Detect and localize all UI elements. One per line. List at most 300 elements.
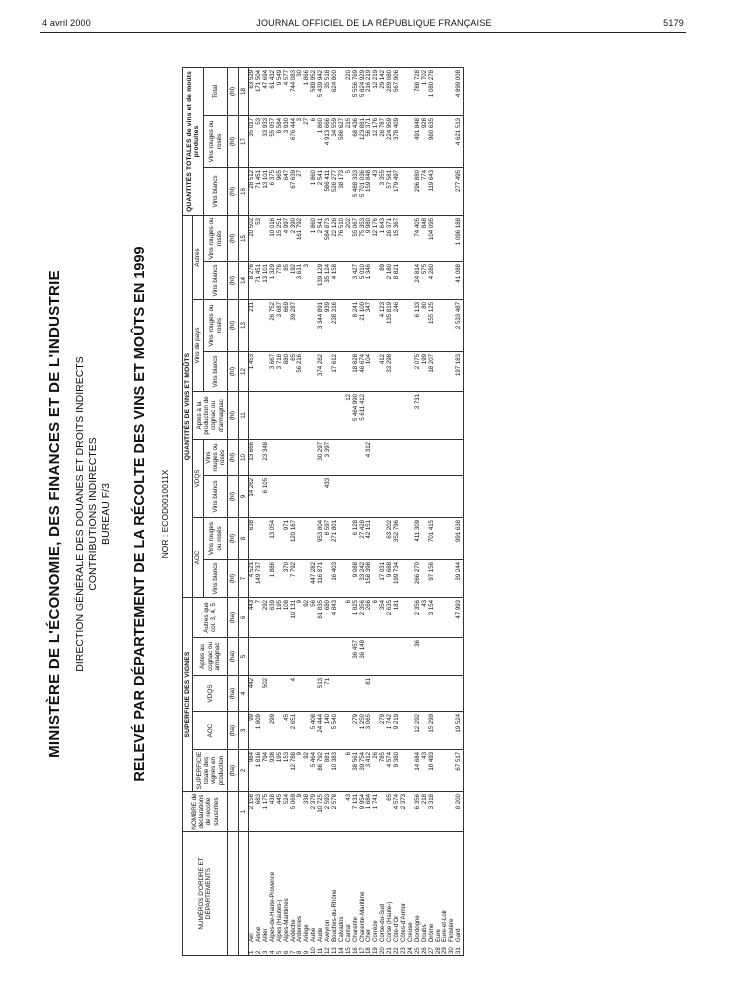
ministry-title: MINISTÈRE DE L'ÉCONOMIE, DES FINANCES ET DE L'INDUSTRIE — [46, 270, 63, 758]
value-cell: 502 — [263, 676, 270, 712]
value-cell — [401, 261, 408, 299]
value-cell: 354 — [380, 597, 387, 637]
value-cell: 7 — [256, 597, 263, 637]
row-number: 19 — [372, 947, 380, 954]
value-cell: 27 — [297, 167, 304, 215]
value-cell: 701 415 — [429, 517, 436, 559]
value-cell — [442, 167, 449, 215]
value-cell: 211 — [249, 299, 256, 351]
value-cell: 140 — [325, 712, 332, 750]
row-number: 8 — [296, 950, 304, 954]
value-cell — [408, 475, 415, 517]
row-number: 17 — [358, 947, 366, 954]
value-cell — [304, 517, 311, 559]
table-row — [346, 67, 353, 955]
value-cell: 13 054 — [270, 517, 277, 559]
value-cell — [436, 351, 443, 391]
department-name: Eure-et-Loir — [441, 909, 449, 942]
value-cell: 30 — [297, 67, 304, 115]
value-cell — [284, 439, 291, 475]
value-cell: 92 — [304, 597, 311, 637]
value-cell: 9 088 — [353, 559, 360, 597]
value-cell — [332, 475, 339, 517]
head-rouges: Vins rouges ou rosés — [203, 299, 228, 351]
col-number-cell: 16 — [238, 167, 248, 215]
value-cell — [339, 676, 346, 712]
value-cell: 67 517 — [456, 750, 463, 792]
table-row — [442, 67, 449, 955]
col-head-aptes-prod: Aptes à la production de cognac ou d'armagnac — [193, 391, 228, 439]
value-cell: 153 — [284, 750, 291, 792]
row-number: 30 — [448, 947, 456, 954]
rotated-page-content — [44, 64, 704, 964]
value-cell — [304, 391, 311, 439]
value-cell — [284, 391, 291, 439]
unit-cell: (ha) — [228, 638, 238, 676]
value-cell: 19 524 — [456, 712, 463, 750]
value-cell: 1 860 — [311, 215, 318, 261]
value-cell: 443 — [249, 597, 256, 637]
department-name: Cantal — [344, 924, 352, 942]
row-number: 6 — [282, 950, 290, 954]
dept-line: CONTRIBUTIONS INDIRECTES — [87, 437, 99, 591]
nor-reference: NOR : ECOD0010011X — [160, 469, 170, 559]
value-cell: 220 — [346, 67, 353, 115]
col-head-autres-sup: Autres que col. 3, 4, 5 — [193, 597, 228, 637]
value-cell: 15 367 — [394, 215, 401, 261]
value-cell: 9 688 — [387, 559, 394, 597]
value-cell: 92 — [304, 750, 311, 792]
department-name: Cher — [365, 928, 373, 942]
value-cell: 27 428 — [360, 517, 367, 559]
unit-cell: (ha) — [228, 750, 238, 792]
value-cell — [297, 299, 304, 351]
value-cell — [401, 676, 408, 712]
value-cell: 965 — [277, 167, 284, 215]
value-cell — [449, 475, 456, 517]
department-name: Corse (Haute-) — [386, 901, 394, 942]
row-number: 23 — [400, 947, 408, 954]
value-cell: 139 129 — [318, 261, 325, 299]
col-head-autres-q: Autres — [193, 215, 203, 299]
value-cell: 17 031 — [380, 559, 387, 597]
value-cell — [311, 475, 318, 517]
value-cell: 971 — [284, 517, 291, 559]
value-cell: 81 — [366, 676, 373, 712]
value-cell: 3 631 — [297, 261, 304, 299]
col-number-cell: 4 — [238, 676, 248, 712]
value-cell: 67 639 — [291, 167, 298, 215]
value-cell: 12 219 — [373, 67, 380, 115]
value-cell — [401, 115, 408, 167]
value-cell — [401, 597, 408, 637]
table-row — [332, 67, 339, 955]
value-cell — [436, 475, 443, 517]
value-cell: 12 176 — [373, 215, 380, 261]
unit-cell — [228, 792, 238, 832]
row-number: 24 — [406, 947, 414, 954]
value-cell: 3 718 — [277, 351, 284, 391]
department-cell — [456, 832, 463, 956]
value-cell: 794 — [263, 750, 270, 792]
value-cell: 3 412 — [366, 750, 373, 792]
value-cell: 75 353 — [360, 215, 367, 261]
value-cell: 71 451 — [256, 167, 263, 215]
value-cell: 1 860 — [311, 167, 318, 215]
value-cell: 624 800 — [332, 67, 339, 115]
value-cell: 5 464 — [311, 750, 318, 792]
row-number: 10 — [310, 947, 318, 954]
value-cell: 1 684 — [366, 792, 373, 832]
value-cell — [373, 676, 380, 712]
value-cell — [339, 638, 346, 676]
row-number: 5 — [275, 950, 283, 954]
value-cell — [339, 559, 346, 597]
value-cell: 85 — [284, 261, 291, 299]
value-cell — [436, 792, 443, 832]
value-cell: 1 741 — [373, 792, 380, 832]
value-cell: 2 356 — [360, 597, 367, 637]
value-cell — [401, 391, 408, 439]
value-cell — [373, 475, 380, 517]
value-cell — [366, 475, 373, 517]
table-row — [297, 67, 304, 955]
value-cell — [277, 391, 284, 439]
value-cell: 4 621 513 — [456, 115, 463, 167]
value-cell: 6 375 — [270, 167, 277, 215]
value-cell — [422, 638, 429, 676]
row-number: 25 — [413, 947, 421, 954]
value-cell: 33 242 — [360, 559, 367, 597]
col-number-cell: 14 — [238, 261, 248, 299]
value-cell: 8 584 — [277, 115, 284, 167]
value-cell: 6 — [346, 597, 353, 637]
header-row-colnums — [238, 67, 248, 955]
value-cell: 36 148 — [360, 638, 367, 676]
value-cell: 3 930 — [284, 115, 291, 167]
value-cell — [339, 351, 346, 391]
value-cell — [442, 792, 449, 832]
value-cell — [270, 676, 277, 712]
value-cell: 1 886 — [270, 559, 277, 597]
value-cell: 1 866 — [304, 67, 311, 115]
department-name: Aude — [317, 927, 325, 942]
row-number: 12 — [324, 947, 332, 954]
unit-cell: (hl) — [228, 261, 238, 299]
value-cell: 30 297 — [318, 439, 325, 475]
value-cell: 5 824 929 — [360, 67, 367, 115]
value-cell: 7 792 — [291, 559, 298, 597]
value-cell: 266 270 — [415, 559, 422, 597]
value-cell: 4 997 — [284, 215, 291, 261]
value-cell: 12 292 — [415, 712, 422, 750]
value-cell: 3 427 — [353, 261, 360, 299]
value-cell — [291, 475, 298, 517]
value-cell: 43 — [422, 750, 429, 792]
value-cell: 9 954 — [360, 792, 367, 832]
table-row — [436, 67, 443, 955]
value-cell — [339, 299, 346, 351]
value-cell — [456, 439, 463, 475]
value-cell: 2 635 — [387, 597, 394, 637]
value-cell: 9 549 — [277, 67, 284, 115]
value-cell: 53 — [256, 215, 263, 261]
value-cell: 2 578 — [332, 792, 339, 832]
row-number: 28 — [434, 947, 442, 954]
value-cell — [332, 676, 339, 712]
unit-cell: (hl) — [228, 351, 238, 391]
value-cell — [304, 475, 311, 517]
dept-line: BUREAU F/3 — [100, 483, 112, 545]
value-cell — [256, 351, 263, 391]
value-cell: 639 — [270, 597, 277, 637]
report-title: RELEVÉ PAR DÉPARTEMENT DE LA RÉCOLTE DES VINS ET MOÛTS EN 1999 — [132, 246, 148, 782]
row-number: 22 — [393, 947, 401, 954]
group-superficie: SUPERFICIE DES VIGNES — [183, 597, 193, 791]
value-cell — [429, 439, 436, 475]
value-cell — [277, 439, 284, 475]
value-cell — [297, 712, 304, 750]
head-rouges: Vins rouges ou rosés — [203, 517, 228, 559]
value-cell: 12 176 — [373, 115, 380, 167]
value-cell: 215 — [346, 115, 353, 167]
value-cell: 61 432 — [270, 67, 277, 115]
value-cell: 6 133 — [415, 299, 422, 351]
value-cell — [415, 475, 422, 517]
value-cell: 296 880 — [415, 167, 422, 215]
col-head-vins-pays: Vins de pays — [193, 299, 203, 391]
value-cell: 104 — [366, 351, 373, 391]
value-cell — [442, 215, 449, 261]
value-cell: 56 — [311, 597, 318, 637]
value-cell: 374 282 — [318, 351, 325, 391]
value-cell — [332, 638, 339, 676]
value-cell — [284, 638, 291, 676]
value-cell — [373, 638, 380, 676]
journal-name: JOURNAL OFFICIEL DE LA RÉPUBLIQUE FRANÇAISE — [256, 18, 492, 28]
value-cell: 4 158 — [332, 261, 339, 299]
table-row — [408, 67, 415, 955]
table-row — [373, 67, 380, 955]
col-number-cell — [238, 832, 248, 956]
value-cell: 676 444 — [291, 115, 298, 167]
department-name: Côtes-d'Armor — [400, 902, 408, 942]
unit-cell: (hl) — [228, 517, 238, 559]
value-cell — [346, 439, 353, 475]
value-cell: 33 933 — [263, 115, 270, 167]
value-cell: 86 792 — [318, 750, 325, 792]
value-cell: 218 — [422, 792, 429, 832]
value-cell — [442, 351, 449, 391]
value-cell: 774 — [422, 167, 429, 215]
value-cell — [353, 439, 360, 475]
value-cell: 27 — [304, 115, 311, 167]
value-cell — [401, 167, 408, 215]
col-number-cell: 9 — [238, 475, 248, 517]
value-cell: 18 207 — [429, 351, 436, 391]
value-cell: 5 408 — [311, 712, 318, 750]
value-cell — [249, 638, 256, 676]
row-number: 15 — [344, 947, 352, 954]
value-cell: 5 488 333 — [353, 167, 360, 215]
value-cell — [394, 351, 401, 391]
row-number: 18 — [365, 947, 373, 954]
col-number-cell: 7 — [238, 559, 248, 597]
value-cell: 5 010 — [360, 261, 367, 299]
value-cell: 513 — [318, 676, 325, 712]
head-blancs: Vins blancs — [203, 351, 228, 391]
value-cell — [304, 439, 311, 475]
value-cell: 123 881 — [360, 115, 367, 167]
value-cell: 13 101 — [263, 167, 270, 215]
value-cell: 4 280 — [429, 261, 436, 299]
value-cell — [339, 517, 346, 559]
value-cell: 71 — [325, 676, 332, 712]
value-cell — [387, 391, 394, 439]
table-row — [304, 67, 311, 955]
value-cell — [325, 391, 332, 439]
value-cell — [304, 299, 311, 351]
department-name: Ardèche — [289, 919, 297, 942]
value-cell — [325, 638, 332, 676]
value-cell — [415, 439, 422, 475]
value-cell: 788 728 — [415, 67, 422, 115]
value-cell — [422, 439, 429, 475]
value-cell: 120 167 — [291, 517, 298, 559]
value-cell: 5 069 — [291, 792, 298, 832]
head-blancs: Vins blancs — [203, 559, 228, 597]
table-row — [353, 67, 360, 955]
table-row — [387, 67, 394, 955]
value-cell — [360, 475, 367, 517]
harvest-table — [182, 67, 464, 956]
value-cell: 9 380 — [394, 750, 401, 792]
value-cell — [436, 712, 443, 750]
value-cell — [401, 517, 408, 559]
value-cell: 55 067 — [353, 215, 360, 261]
department-name: Gard — [455, 928, 463, 942]
value-cell: 589 952 — [311, 67, 318, 115]
value-cell: 8 200 — [456, 792, 463, 832]
value-cell: 22 126 — [332, 215, 339, 261]
value-cell — [436, 261, 443, 299]
dept-line: DIRECTION GÉNÉRALE DES DOUANES ET DROITS INDIRECTS — [74, 356, 86, 672]
col-number-cell: 2 — [238, 750, 248, 792]
row-number: 31 — [455, 947, 463, 954]
value-cell: 9 980 — [366, 215, 373, 261]
value-cell: 38 173 — [339, 167, 346, 215]
department-name: Drôme — [427, 923, 435, 942]
value-cell: 378 409 — [394, 115, 401, 167]
value-cell — [297, 559, 304, 597]
value-cell: 6 — [311, 115, 318, 167]
value-cell: 3 318 — [429, 792, 436, 832]
value-cell — [304, 638, 311, 676]
value-cell — [394, 676, 401, 712]
value-cell — [422, 475, 429, 517]
value-cell: 3 687 — [277, 299, 284, 351]
value-cell: 953 804 — [318, 517, 325, 559]
value-cell: 199 — [422, 351, 429, 391]
value-cell — [436, 115, 443, 167]
value-cell: 3 154 — [429, 597, 436, 637]
row-number: 4 — [268, 950, 276, 954]
value-cell: 3 397 — [325, 439, 332, 475]
value-cell: 4 — [291, 676, 298, 712]
department-name: Corrèze — [372, 920, 380, 942]
value-cell: 35 124 — [325, 261, 332, 299]
value-cell: 202 — [346, 215, 353, 261]
value-cell: 9 — [297, 792, 304, 832]
value-cell — [436, 67, 443, 115]
value-cell — [394, 475, 401, 517]
value-cell — [436, 439, 443, 475]
table-row — [401, 67, 408, 955]
value-cell: 26 787 — [380, 115, 387, 167]
value-cell — [401, 351, 408, 391]
value-cell: 20 502 — [249, 215, 256, 261]
value-cell: 2 158 — [249, 792, 256, 832]
value-cell — [256, 391, 263, 439]
value-cell — [429, 475, 436, 517]
value-cell: 71 451 — [256, 261, 263, 299]
unit-cell: (ha) — [228, 597, 238, 637]
row-number: 13 — [330, 947, 338, 954]
value-cell: 1 816 — [256, 750, 263, 792]
value-cell: 6 — [373, 597, 380, 637]
value-cell — [270, 391, 277, 439]
value-cell — [401, 638, 408, 676]
value-cell: 158 398 — [366, 559, 373, 597]
value-cell: 21 100 — [360, 299, 367, 351]
value-cell: 9 — [297, 597, 304, 637]
col-number-cell: 10 — [238, 439, 248, 475]
value-cell: 669 — [284, 299, 291, 351]
value-cell: 47 694 — [263, 67, 270, 115]
table-row — [394, 67, 401, 955]
value-cell — [442, 676, 449, 712]
value-cell: 338 — [304, 792, 311, 832]
value-cell — [456, 638, 463, 676]
department-name: Doubs — [420, 924, 428, 942]
table-row — [325, 67, 332, 955]
value-cell — [297, 676, 304, 712]
value-cell — [436, 559, 443, 597]
value-cell — [373, 391, 380, 439]
value-cell: 65 — [291, 351, 298, 391]
value-cell: 1 096 188 — [456, 215, 463, 261]
value-cell — [304, 676, 311, 712]
col-number-cell: 12 — [238, 351, 248, 391]
issue-date: 4 avril 2000 — [42, 18, 91, 28]
table-row — [249, 67, 256, 955]
department-name: Aveyron — [324, 919, 332, 942]
value-cell — [442, 517, 449, 559]
value-cell: 881 — [325, 750, 332, 792]
table-row — [449, 67, 456, 955]
value-cell: 4 577 — [284, 67, 291, 115]
header-row-groups — [183, 67, 193, 955]
value-cell: 575 — [422, 261, 429, 299]
value-cell: 68 436 — [353, 115, 360, 167]
value-cell: 63 202 — [387, 517, 394, 559]
value-cell — [332, 439, 339, 475]
col-number-cell: 6 — [238, 597, 248, 637]
value-cell: 6 — [346, 750, 353, 792]
col-number-cell: 8 — [238, 517, 248, 559]
value-cell: 2 651 — [291, 712, 298, 750]
value-cell: 61 835 — [318, 597, 325, 637]
